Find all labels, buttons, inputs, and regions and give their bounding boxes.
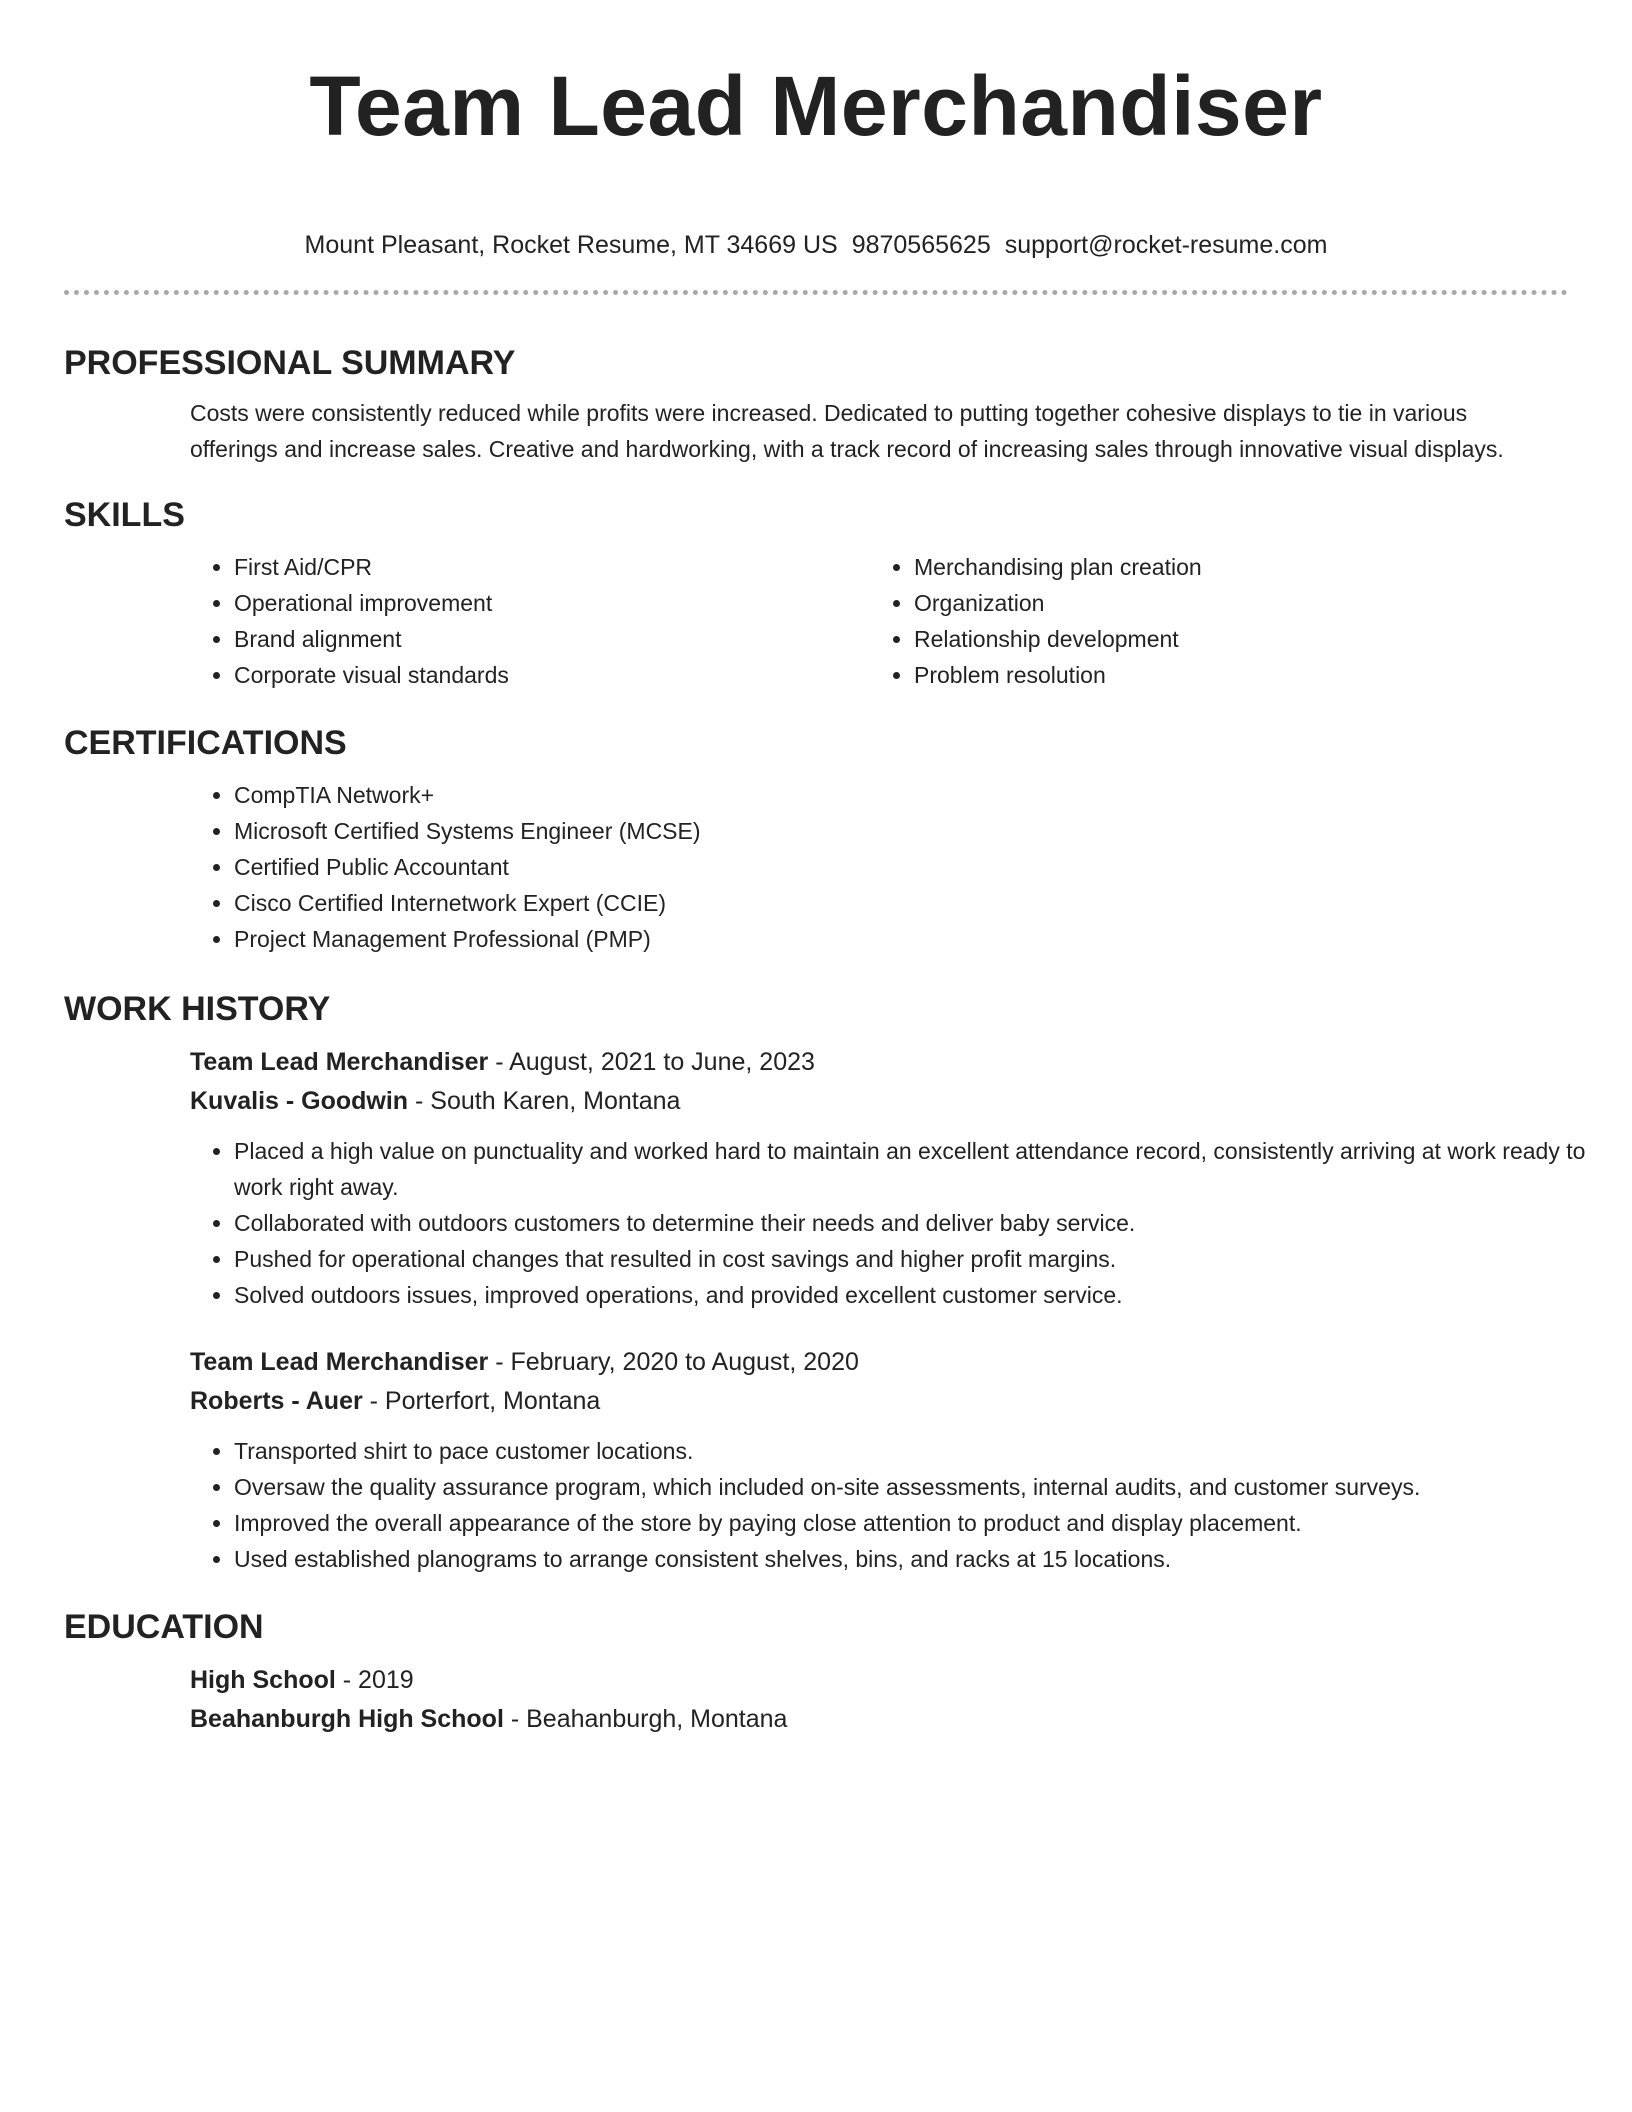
certification-item: • Certified Public Accountant: [234, 849, 1568, 885]
certification-item: • CompTIA Network+: [234, 777, 1568, 813]
work-section: [64, 987, 1586, 1577]
education-degree: High School: [190, 1666, 336, 1694]
skill-item: • First Aid/CPR: [234, 549, 870, 585]
job-role: Team Lead Merchandiser: [190, 1348, 489, 1376]
job-bullet: • Solved outdoors issues, improved operations, and provided excellent customer service.: [234, 1277, 1604, 1313]
skill-item: • Operational improvement: [234, 585, 870, 621]
summary-title: PROFESSIONAL SUMMARY: [64, 344, 516, 382]
skills-title: SKILLS: [64, 496, 185, 534]
certifications-section: [64, 721, 1568, 957]
skill-item: • Relationship development: [914, 621, 1550, 657]
contact-address: Mount Pleasant, Rocket Resume, MT 34669 US: [304, 231, 838, 259]
skills-column-right: [870, 549, 1550, 693]
job-bullet: • Pushed for operational changes that resulted in cost savings and higher profit margins.: [234, 1241, 1604, 1277]
job-company: Kuvalis - Goodwin: [190, 1087, 409, 1115]
summary-section: [64, 341, 1568, 467]
job-bullet: • Transported shirt to pace customer locations.: [234, 1433, 1604, 1469]
education-school: Beahanburgh High School: [190, 1705, 504, 1733]
education-title: EDUCATION: [64, 1608, 264, 1646]
candidate-name: Team Lead Merchandiser: [309, 59, 1323, 153]
skills-section: [64, 493, 1568, 693]
certification-item: • Microsoft Certified Systems Engineer (MCSE): [234, 813, 1568, 849]
header-divider: [64, 290, 1568, 295]
job-role: Team Lead Merchandiser: [190, 1048, 489, 1076]
job-bullet: • Improved the overall appearance of the store by paying close attention to product and display placement.: [234, 1505, 1604, 1541]
skills-column-left: [190, 549, 870, 693]
education-year: - 2019: [335, 1666, 414, 1694]
job-entry: [64, 1343, 1568, 1577]
job-bullet: • Used established planograms to arrange consistent shelves, bins, and racks at 15 locations.: [234, 1541, 1604, 1577]
job-title-line: [190, 1343, 1568, 1382]
contact-email: support@rocket-resume.com: [1004, 231, 1328, 259]
certification-item: • Cisco Certified Internetwork Expert (CCIE): [234, 885, 1568, 921]
resume-page: [64, 0, 1586, 2112]
job-company-line: [190, 1382, 1568, 1421]
skill-item: • Merchandising plan creation: [914, 549, 1550, 585]
certification-item: • Project Management Professional (PMP): [234, 921, 1568, 957]
skill-item: • Problem resolution: [914, 657, 1550, 693]
work-title: WORK HISTORY: [64, 990, 331, 1028]
job-bullet: • Placed a high value on punctuality and worked hard to maintain an excellent attendance record, consistently arriving at work ready to work right away.: [234, 1133, 1604, 1205]
job-entry: [64, 1043, 1586, 1313]
education-section: [64, 1605, 1568, 1739]
job-company-line: [190, 1082, 1568, 1121]
job-dates: - February, 2020 to August, 2020: [488, 1348, 859, 1376]
job-title-line: [190, 1043, 1568, 1082]
skill-item: • Corporate visual standards: [234, 657, 870, 693]
job-dates: - August, 2021 to June, 2023: [488, 1048, 815, 1076]
job-location: - South Karen, Montana: [408, 1087, 681, 1115]
education-entry: [64, 1661, 1568, 1739]
education-degree-line: [190, 1661, 1568, 1700]
job-bullet: • Collaborated with outdoors customers to determine their needs and deliver baby service.: [234, 1205, 1604, 1241]
education-location: - Beahanburgh, Montana: [503, 1705, 788, 1733]
summary-text: Costs were consistently reduced while profits were increased. Dedicated to putting together cohesive displays to tie in various offerings and increase sales. Creative and hardworking, with a track record of increasing sales through innovative visual displays.: [190, 400, 1504, 462]
certifications-title: CERTIFICATIONS: [64, 724, 347, 762]
education-school-line: [190, 1700, 1568, 1739]
job-location: - Porterfort, Montana: [362, 1387, 601, 1415]
skill-item: • Organization: [914, 585, 1550, 621]
contact-phone: 9870565625: [851, 231, 991, 259]
job-company: Roberts - Auer: [190, 1387, 363, 1415]
skill-item: • Brand alignment: [234, 621, 870, 657]
contact-line: [64, 228, 1568, 262]
job-bullet: • Oversaw the quality assurance program, which included on-site assessments, internal audits, and customer surveys.: [234, 1469, 1604, 1505]
